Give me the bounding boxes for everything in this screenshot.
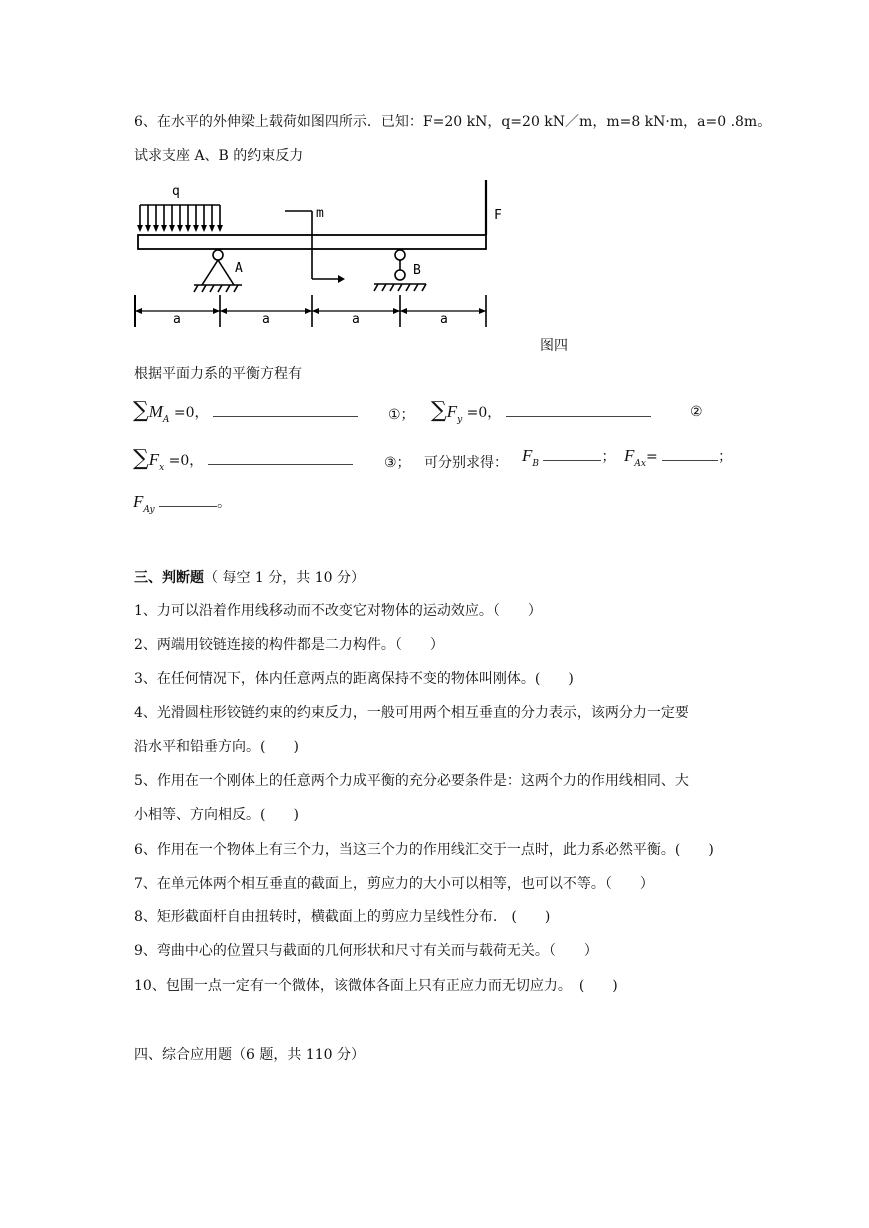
section4-title: 四、综合应用题（6 题，共 110 分）	[134, 1047, 365, 1063]
support-A-hatch	[194, 285, 238, 292]
dim-label-4: a	[440, 312, 448, 327]
eq-mark-3: ③；	[384, 455, 411, 471]
judgement-item: 6、作用在一个物体上有三个力，当这三个力的作用线汇交于一点时，此力系必然平衡。( )	[134, 842, 714, 858]
answer-blank-2[interactable]	[506, 404, 651, 417]
label-F: F	[494, 208, 502, 223]
label-A: A	[235, 261, 243, 276]
judgement-item: 1、力可以沿着作用线移动而不改变它对物体的运动效应。（ ）	[134, 603, 542, 619]
judgement-item: 7、在单元体两个相互垂直的截面上，剪应力的大小可以相等，也可以不等。（ ）	[134, 876, 654, 892]
label-B: B	[413, 263, 421, 278]
eq-mark-2: ②	[690, 404, 703, 420]
answer-FB: $F_B$ ；	[522, 446, 616, 469]
judgement-item: 4、光滑圆柱形铰链约束的约束反力，一般可用两个相互垂直的分力表示，该两分力一定要	[134, 705, 689, 721]
question6-line1: 6、在水平的外伸梁上载荷如图四所示．已知：F=20 kN，q=20 kN／m，m=8 kN·m，a=0 .8m。	[134, 114, 772, 130]
eq-mark-1: ①；	[388, 407, 415, 423]
question6-line2: 试求支座 A、B 的约束反力	[134, 148, 304, 164]
judgement-item: 10、包围一点一定有一个微体，该微体各面上只有正应力而无切应力。 ( )	[134, 978, 618, 994]
dim-label-3: a	[352, 312, 360, 327]
judgement-item: 3、在任何情况下，体内任意两点的距离保持不变的物体叫刚体。( )	[134, 671, 574, 687]
support-B-top-pin	[395, 250, 405, 260]
label-m: m	[316, 206, 324, 221]
judgement-item: 8、矩形截面杆自由扭转时，横截面上的剪应力呈线性分布. ( )	[134, 909, 551, 925]
dim-label-1: a	[173, 312, 181, 327]
eq-solve-label: 可分别求得：	[424, 455, 508, 471]
answer-blank-1[interactable]	[213, 404, 358, 417]
judgement-item: 9、弯曲中心的位置只与截面的几何形状和尺寸有关而与载荷无关。（ ）	[134, 943, 598, 959]
support-B-roller	[395, 270, 405, 280]
answer-blank-3[interactable]	[208, 452, 353, 465]
answer-blank-FAx[interactable]	[662, 448, 718, 461]
section3-note: （ 每空 1 分，共 10 分）	[204, 570, 365, 586]
support-B-hatch	[374, 284, 426, 291]
eq-sum-Fy: $\sum F_y =0$，	[431, 398, 651, 423]
answer-blank-FB[interactable]	[543, 448, 601, 461]
answer-FAx: $F_{Ax}=$ ；	[624, 446, 733, 469]
answer-blank-FAy[interactable]	[159, 494, 217, 507]
dim-label-2: a	[262, 312, 270, 327]
judgement-item: 5、作用在一个刚体上的任意两个力成平衡的充分必要条件是：这两个力的作用线相同、大	[134, 773, 689, 789]
label-q: q	[172, 184, 180, 199]
support-A-pin	[213, 250, 223, 260]
judgement-item: 2、两端用铰链连接的构件都是二力构件。（ ）	[134, 637, 444, 653]
judgement-item-cont: 小相等、方向相反。( )	[134, 807, 299, 823]
beam-figure	[130, 175, 510, 345]
eq-sum-Fx: $\sum F_x =0$，	[133, 446, 353, 471]
answer-FAy: $F_{Ay}$ 。	[133, 492, 232, 515]
judgement-item-cont: 沿水平和铅垂方向。( )	[134, 739, 299, 755]
figure-caption: 图四	[540, 338, 568, 354]
equations-intro: 根据平面力系的平衡方程有	[134, 366, 302, 382]
section3-heading	[134, 568, 365, 588]
section3-title: 三、判断题	[134, 570, 204, 586]
eq-moment-A: $\sum M_A =0$，	[133, 398, 358, 423]
